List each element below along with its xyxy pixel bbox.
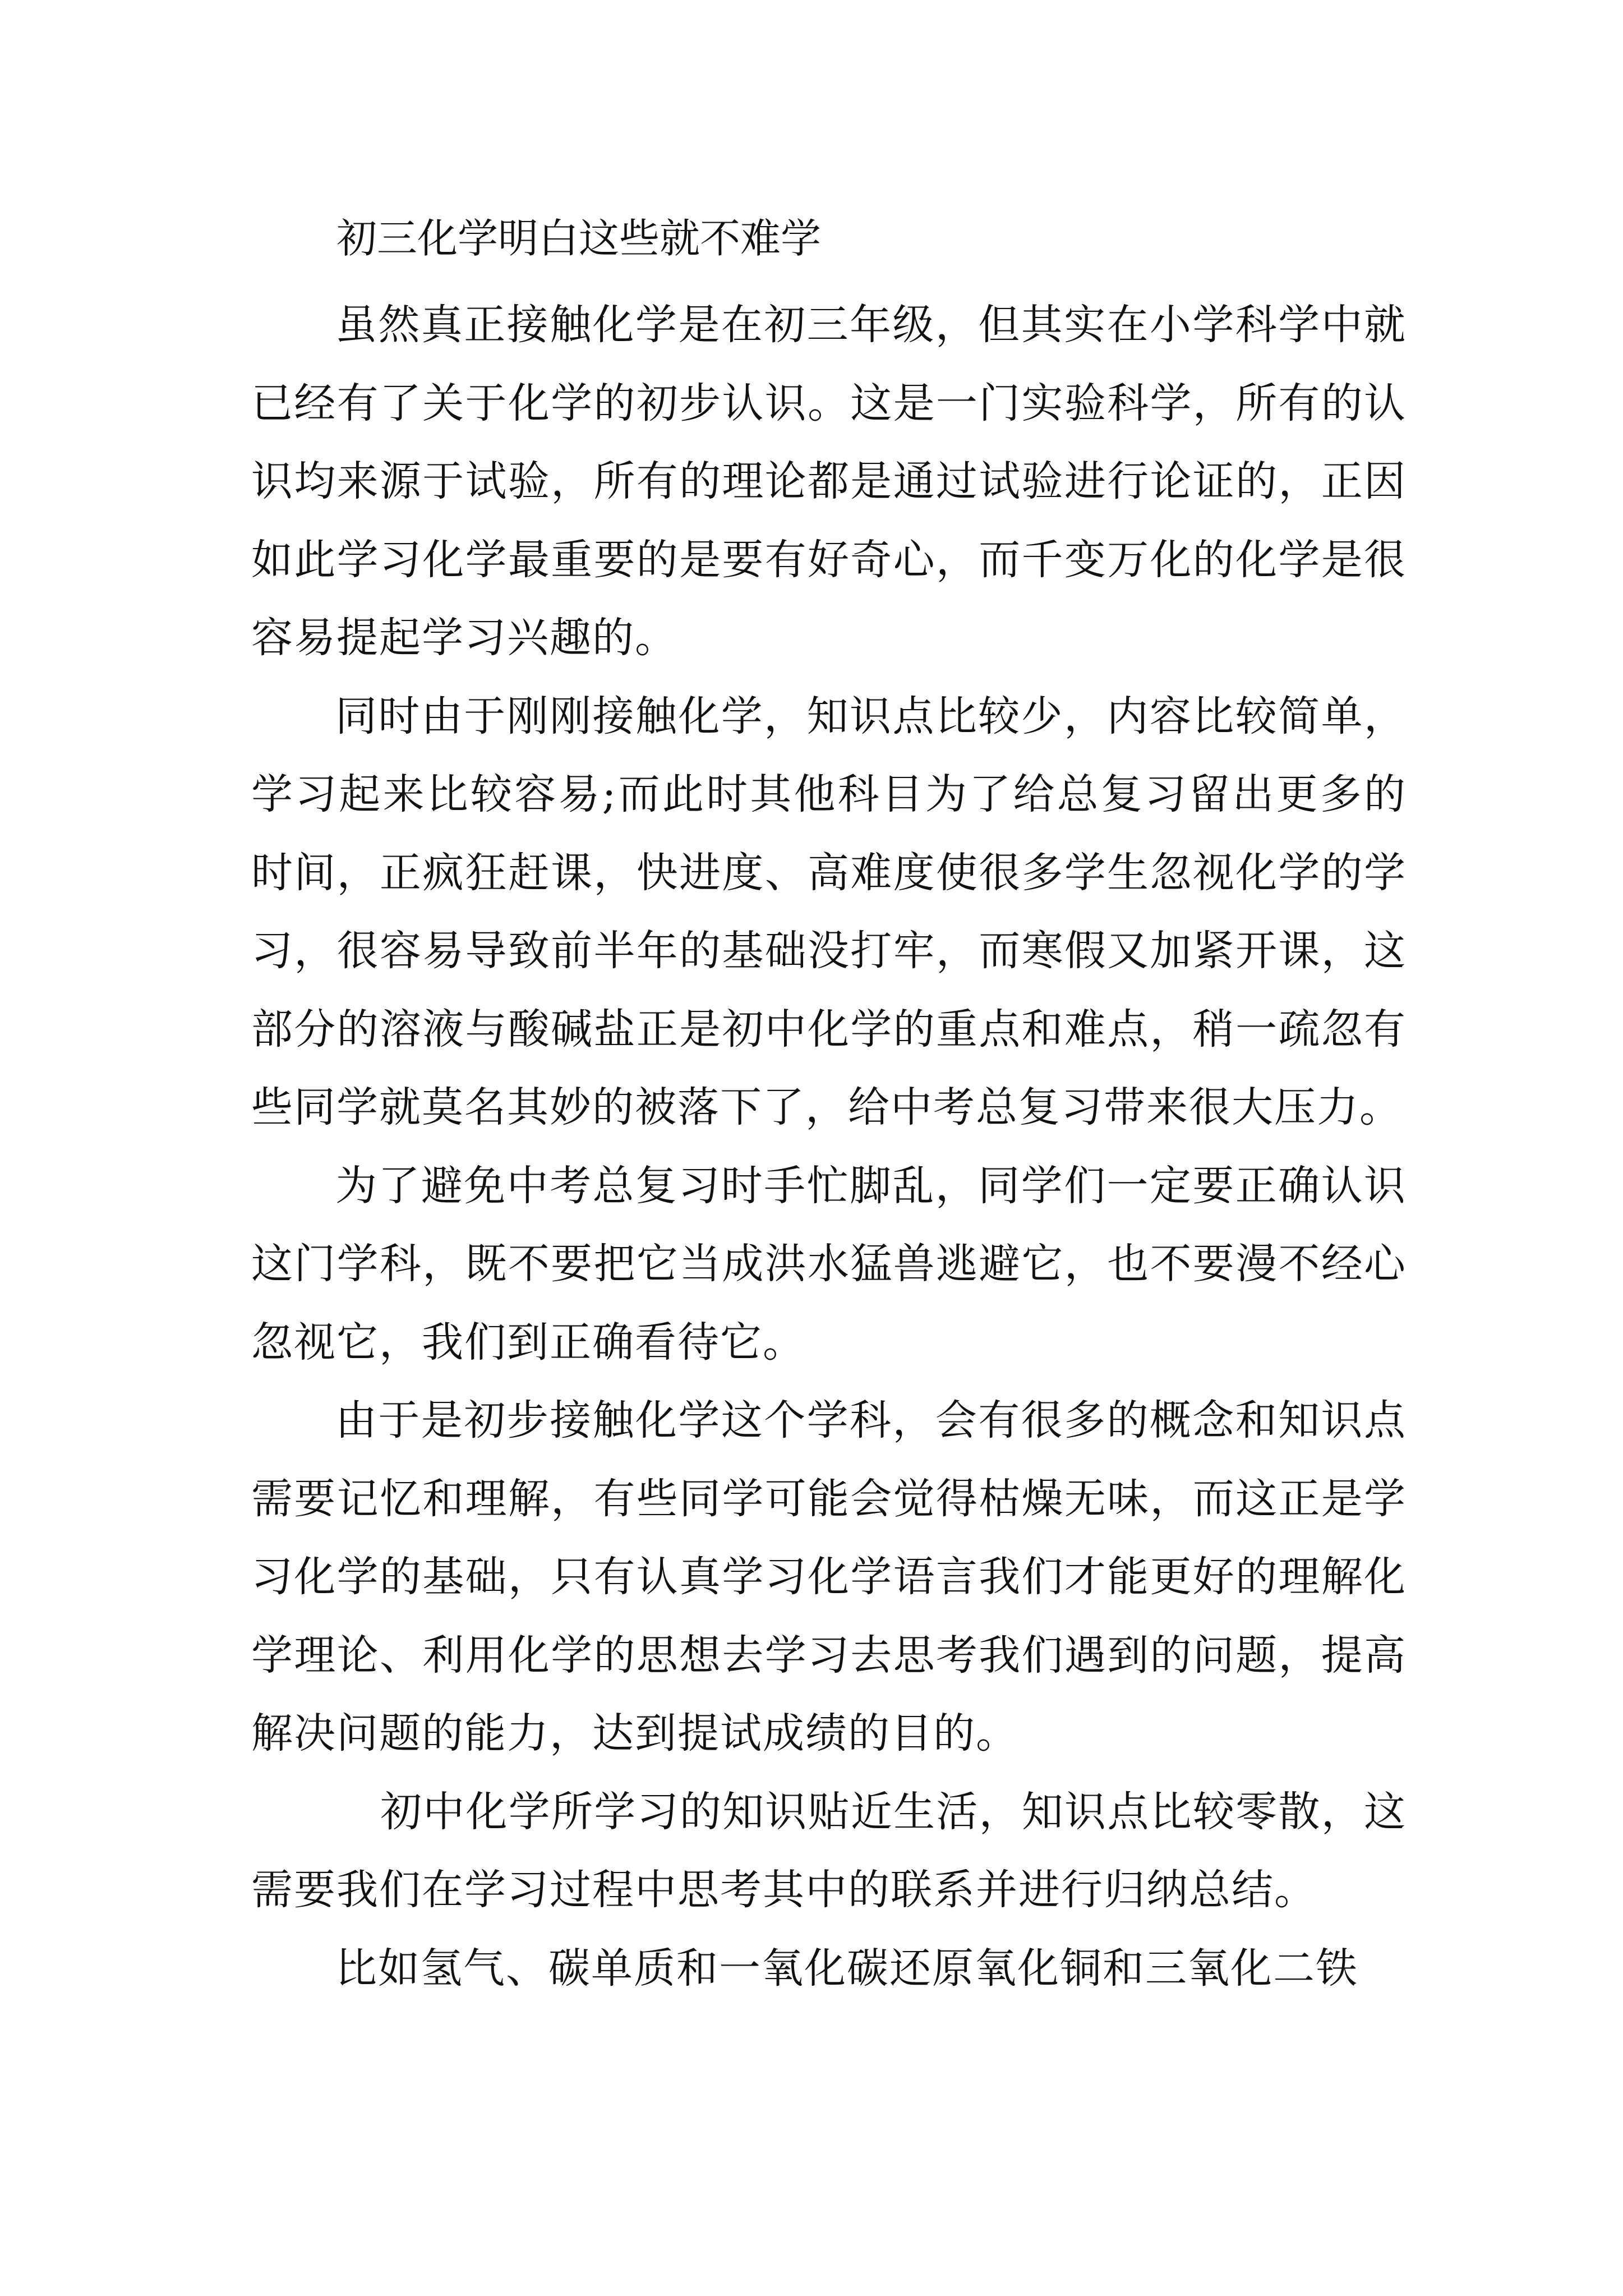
paragraph-4: 由于是初步接触化学这个学科，会有很多的概念和知识点需要记忆和理解，有些同学可能会觉得枯燥无味，而这正是学习化学的基础，只有认真学习化学语言我们才能更好的理解化学理论、利用化学的思想去学习去思考我们遇到的问题，提高解决问题的能力，达到提试成绩的目的。 <box>251 1396 1407 1757</box>
paragraph-2: 同时由于刚刚接触化学，知识点比较少，内容比较简单，学习起来比较容易;而此时其他科目为了给总复习留出更多的时间，正疯狂赶课，快进度、高难度使很多学生忽视化学的学习，很容易导致前半年的基础没打牢，而寒假又加紧开课，这部分的溶液与酸碱盐正是初中化学的重点和难点，稍一疏忽有些同学就莫名其妙的被落下了，给中考总复习带来很大压力。 <box>251 692 1407 1131</box>
document-title: 初三化学明白这些就不难学 <box>336 215 822 262</box>
paragraph-1: 虽然真正接触化学是在初三年级，但其实在小学科学中就已经有了关于化学的初步认识。这是一门实验科学，所有的认识均来源于试验，所有的理论都是通过试验进行论证的，正因如此学习化学最重要的是要有好奇心，而千变万化的化学是很容易提起学习兴趣的。 <box>251 301 1407 662</box>
paragraph-6: 比如氢气、碳单质和一氧化碳还原氧化铜和三氧化二铁 <box>335 1944 1358 1993</box>
document-body <box>251 286 1407 2008</box>
paragraph-3: 为了避免中考总复习时手忙脚乱，同学们一定要正确认识这门学科，既不要把它当成洪水猛兽逃避它，也不要漫不经心忽视它，我们到正确看待它。 <box>251 1161 1407 1366</box>
paragraph-5: 初中化学所学习的知识贴近生活，知识点比较零散，这需要我们在学习过程中思考其中的联系并进行归纳总结。 <box>251 1787 1407 1914</box>
